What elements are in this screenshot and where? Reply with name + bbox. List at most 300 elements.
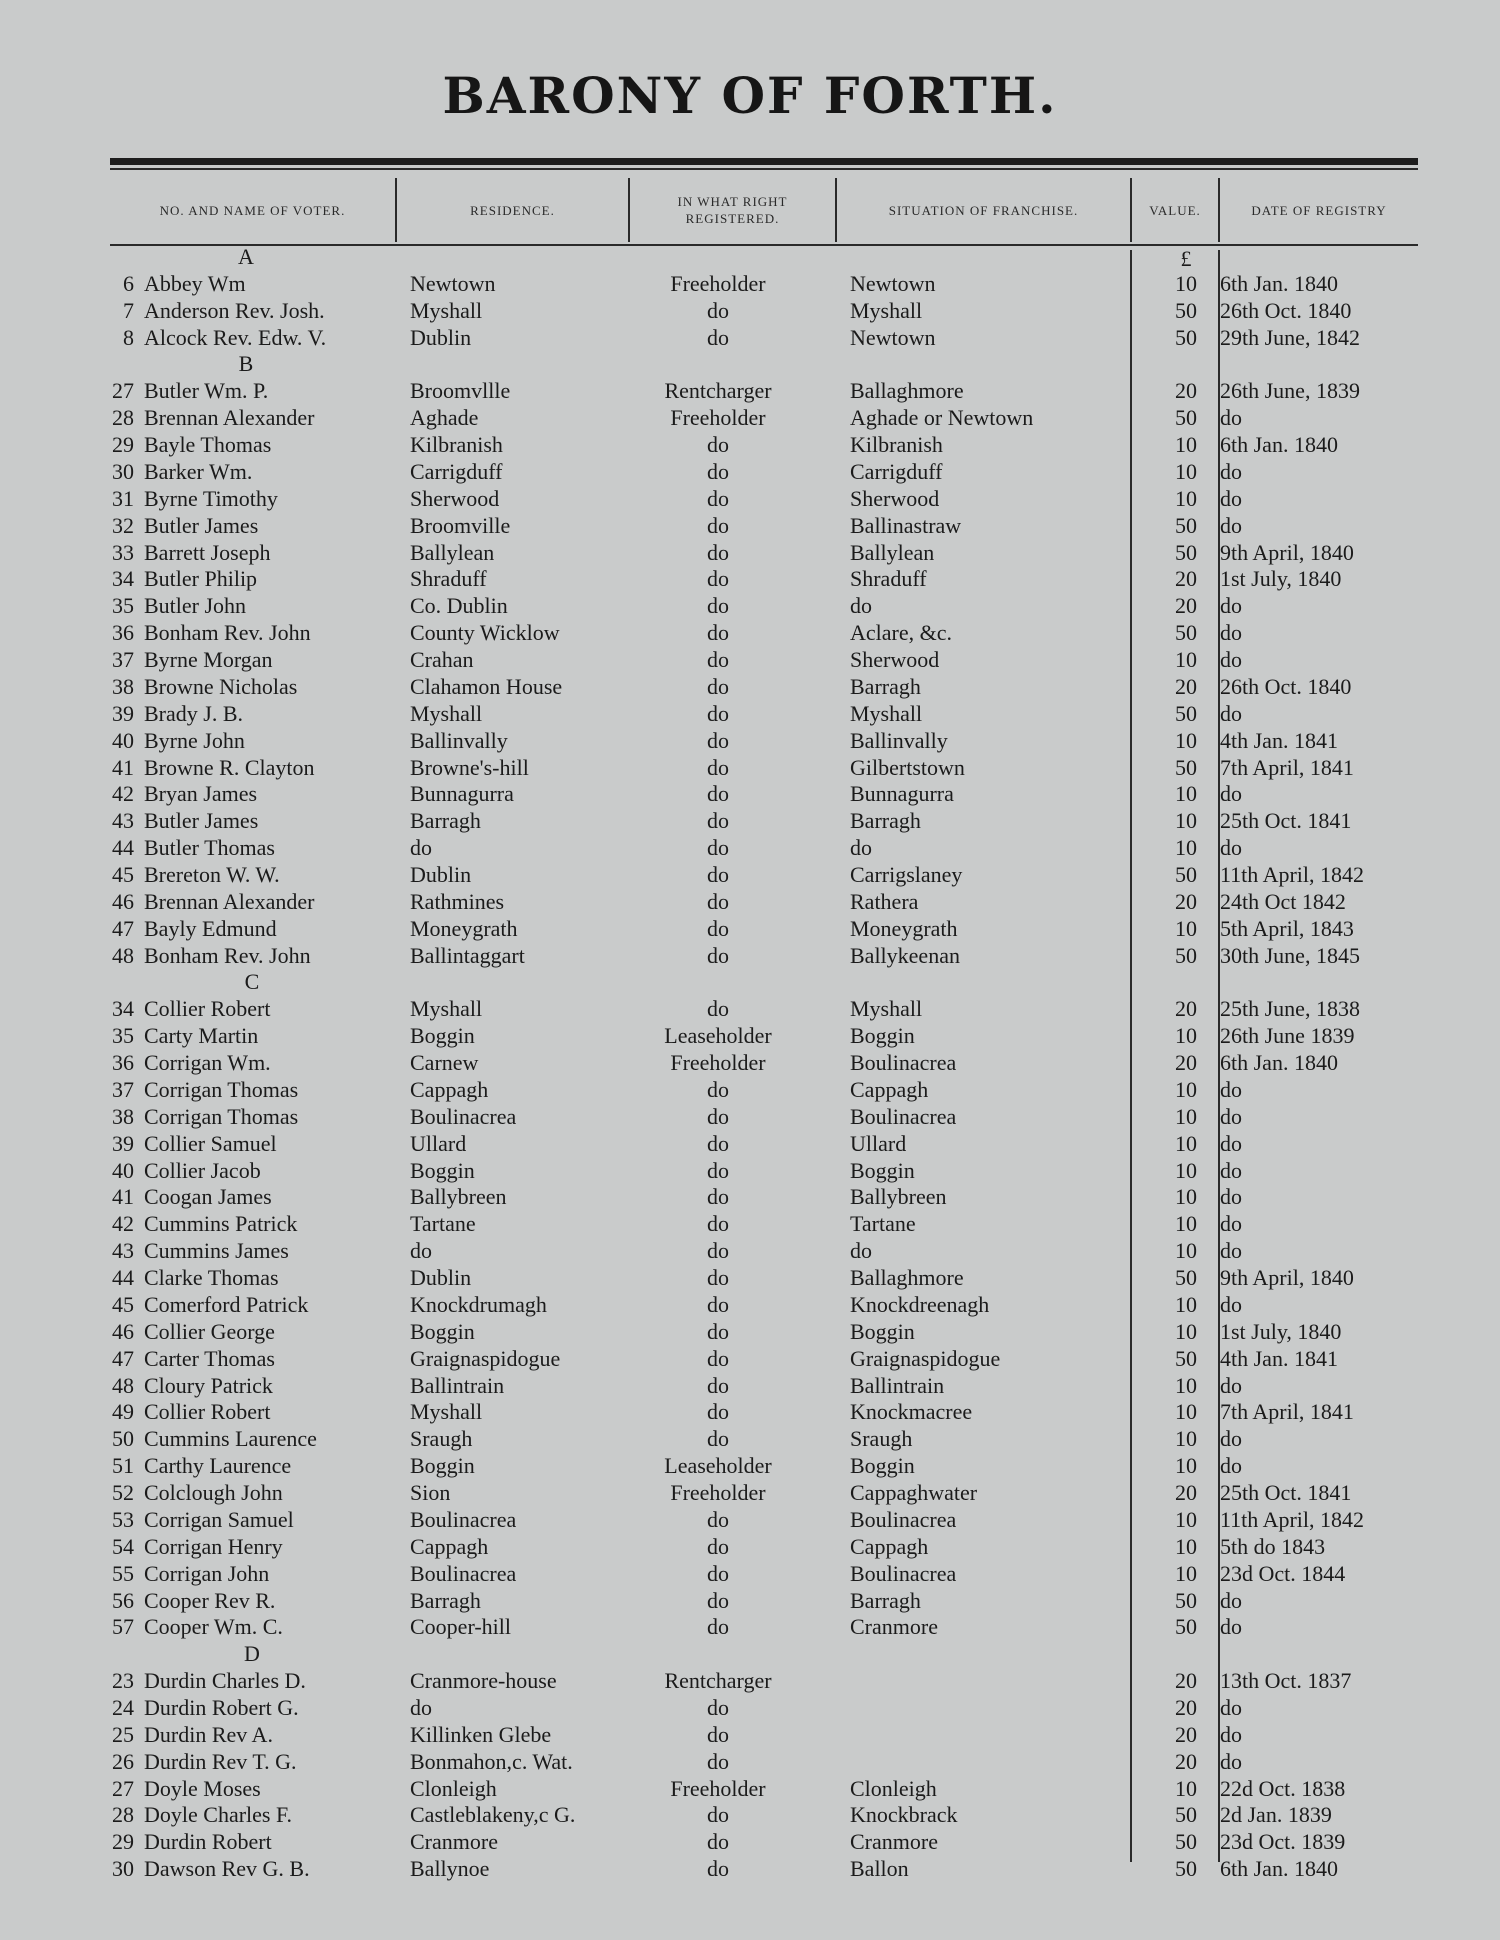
value: 50 (1175, 700, 1197, 726)
registered-right: do (707, 1076, 729, 1102)
franchise-situation: Tartane (850, 1211, 916, 1237)
registry-date: 13th Oct. 1837 (1220, 1668, 1352, 1694)
voter-number: 40 (112, 727, 134, 753)
franchise-situation: Boggin (850, 1453, 915, 1479)
registry-date: 23d Oct. 1844 (1220, 1560, 1346, 1586)
registry-date: 25th Oct. 1841 (1220, 1480, 1352, 1506)
value: 20 (1175, 1721, 1197, 1747)
voter-number: 47 (112, 1345, 134, 1371)
table-row (0, 1077, 1500, 1103)
voter-name: Durdin Rev A. (144, 1721, 273, 1747)
registry-date: 4th Jan. 1841 (1220, 727, 1338, 753)
registered-right: do (707, 1318, 729, 1344)
value: 50 (1175, 297, 1197, 323)
voter-number: 53 (112, 1506, 134, 1532)
table-row (0, 1238, 1500, 1264)
registered-right: do (707, 297, 729, 323)
residence: Boggin (410, 1453, 475, 1479)
voter-number: 51 (112, 1453, 134, 1479)
header-divider (835, 178, 837, 242)
value: 10 (1175, 1775, 1197, 1801)
franchise-situation: do (850, 1238, 872, 1264)
voter-number: 46 (112, 1318, 134, 1344)
value: 10 (1175, 1560, 1197, 1586)
registry-date: 25th June, 1838 (1220, 996, 1360, 1022)
voter-number: 41 (112, 754, 134, 780)
franchise-situation: Ullard (850, 1130, 907, 1156)
registry-date: do (1220, 1426, 1242, 1452)
voter-name: Collier Jacob (144, 1157, 261, 1183)
registered-right: Rentcharger (664, 378, 772, 404)
voter-number: 41 (112, 1184, 134, 1210)
residence: Cappagh (410, 1076, 489, 1102)
residence: Ballintrain (410, 1372, 505, 1398)
registered-right: do (707, 915, 729, 941)
table-row (0, 1588, 1500, 1614)
table-row (0, 1480, 1500, 1506)
value: 20 (1175, 673, 1197, 699)
franchise-situation: Knockdreenagh (850, 1291, 990, 1317)
voter-name: Brennan Alexander (144, 405, 315, 431)
registry-date: do (1220, 1076, 1242, 1102)
registry-date: do (1220, 781, 1242, 807)
table-row (0, 1023, 1500, 1049)
voter-name: Durdin Robert (144, 1829, 272, 1855)
residence: Cranmore-house (410, 1668, 557, 1694)
registry-date: 30th June, 1845 (1220, 942, 1360, 968)
voter-name: Bonham Rev. John (144, 942, 311, 968)
registry-date: do (1220, 835, 1242, 861)
value: 20 (1175, 1694, 1197, 1720)
registry-date: do (1220, 1238, 1242, 1264)
franchise-situation: Ballon (850, 1856, 909, 1882)
voter-name: Anderson Rev. Josh. (144, 297, 325, 323)
residence: Aghade (410, 405, 479, 431)
residence: Myshall (410, 297, 483, 323)
registry-date: 6th Jan. 1840 (1220, 1856, 1338, 1882)
franchise-situation: Barragh (850, 1587, 921, 1613)
voter-name: Bryan James (144, 781, 258, 807)
franchise-situation: Kilbranish (850, 432, 943, 458)
franchise-situation: Shraduff (850, 566, 927, 592)
table-row (0, 781, 1500, 807)
value: 10 (1175, 781, 1197, 807)
value: 10 (1175, 1426, 1197, 1452)
table-row (0, 916, 1500, 942)
voter-number: 29 (112, 1829, 134, 1855)
registered-right: Freeholder (670, 1775, 766, 1801)
registered-right: Leaseholder (664, 1023, 772, 1049)
residence: Ballinvally (410, 727, 508, 753)
voter-number: 56 (112, 1587, 134, 1613)
residence: Tartane (410, 1211, 476, 1237)
residence: do (410, 1238, 432, 1264)
voter-name: Cummins Laurence (144, 1426, 317, 1452)
value: 10 (1175, 835, 1197, 861)
franchise-situation: do (850, 593, 872, 619)
registry-date: 9th April, 1840 (1220, 1265, 1354, 1291)
table-row (0, 1184, 1500, 1210)
table-row (0, 1050, 1500, 1076)
voter-name: Cloury Patrick (144, 1372, 273, 1398)
voter-number: 24 (112, 1694, 134, 1720)
voter-name: Cummins Patrick (144, 1211, 298, 1237)
table-row (0, 513, 1500, 539)
table-row (0, 647, 1500, 673)
residence: Cappagh (410, 1533, 489, 1559)
residence: Sraugh (410, 1426, 473, 1452)
voter-name: Butler James (144, 512, 259, 538)
value: 50 (1175, 754, 1197, 780)
voter-name: Cooper Wm. C. (144, 1614, 283, 1640)
voter-name: Butler Philip (144, 566, 258, 592)
voter-number: 45 (112, 1291, 134, 1317)
value: 50 (1175, 942, 1197, 968)
franchise-situation: Ballinvally (850, 727, 948, 753)
voter-name: Barker Wm. (144, 458, 253, 484)
table-row (0, 1158, 1500, 1184)
registered-right: do (707, 862, 729, 887)
voter-name: Butler John (144, 593, 247, 619)
residence: Crahan (410, 647, 474, 673)
voter-number: 52 (112, 1480, 134, 1506)
table-row (0, 701, 1500, 727)
residence: Ballylean (410, 539, 495, 565)
table-row (0, 1292, 1500, 1318)
table-row (0, 674, 1500, 700)
franchise-situation: Cappaghwater (850, 1480, 978, 1506)
registered-right: do (707, 485, 729, 511)
registry-date: do (1220, 700, 1242, 726)
value: 10 (1175, 1157, 1197, 1183)
registry-date: 11th April, 1842 (1220, 862, 1365, 887)
franchise-situation: Boulinacrea (850, 1103, 957, 1129)
registered-right: do (707, 1345, 729, 1371)
franchise-situation: Boulinacrea (850, 1560, 957, 1586)
table-row (0, 271, 1500, 297)
registered-right: do (707, 1802, 729, 1828)
value: 10 (1175, 1238, 1197, 1264)
voter-number: 48 (112, 1372, 134, 1398)
table-row (0, 1426, 1500, 1452)
residence: Carrigduff (410, 458, 503, 484)
residence: Knockdrumagh (410, 1291, 547, 1317)
residence: Killinken Glebe (410, 1721, 552, 1747)
franchise-situation: Myshall (850, 297, 923, 323)
residence: Ullard (410, 1130, 467, 1156)
franchise-situation: do (850, 835, 872, 861)
residence: Newtown (410, 270, 496, 296)
residence: Boulinacrea (410, 1506, 517, 1532)
table-row (0, 1561, 1500, 1587)
table-row (0, 1802, 1500, 1828)
header-divider (395, 178, 397, 242)
table-row (0, 1319, 1500, 1345)
value: 10 (1175, 1453, 1197, 1479)
franchise-situation: Graignaspidogue (850, 1345, 1001, 1371)
registered-right: do (707, 1587, 729, 1613)
voter-name: Collier Robert (144, 1399, 271, 1425)
registry-date: 6th Jan. 1840 (1220, 432, 1338, 458)
voter-number: 7 (123, 297, 134, 323)
franchise-situation: Myshall (850, 996, 923, 1022)
registry-date: 5th do 1843 (1220, 1533, 1326, 1559)
voter-name: Corrigan Thomas (144, 1076, 299, 1102)
voter-number: 35 (112, 1023, 134, 1049)
voter-number: 33 (112, 539, 134, 565)
residence: Boulinacrea (410, 1103, 517, 1129)
voter-name: Butler Thomas (144, 835, 275, 861)
registry-date: 23d Oct. 1839 (1220, 1829, 1346, 1855)
residence: do (410, 1694, 432, 1720)
registered-right: do (707, 1372, 729, 1398)
voter-name: Byrne John (144, 727, 245, 753)
header-voter: NO. AND NAME OF VOTER. (159, 202, 346, 218)
registered-right: do (707, 835, 729, 861)
table-row (0, 889, 1500, 915)
value: 20 (1175, 566, 1197, 592)
value: 20 (1175, 378, 1197, 404)
registered-right: do (707, 727, 729, 753)
voter-name: Durdin Rev T. G. (144, 1748, 297, 1774)
registered-right: do (707, 808, 729, 834)
registered-right: Freeholder (670, 1050, 766, 1076)
voter-number: 27 (112, 378, 134, 404)
voter-number: 47 (112, 915, 134, 941)
voter-name: Collier Samuel (144, 1130, 277, 1156)
table-row (0, 1104, 1500, 1130)
section-letter: A (238, 244, 254, 269)
voter-name: Brady J. B. (144, 700, 243, 726)
residence: Castleblakeny,c G. (410, 1802, 576, 1828)
franchise-situation: Cranmore (850, 1829, 938, 1855)
table-row (0, 755, 1500, 781)
table-row (0, 378, 1500, 404)
header-situation: SITUATION OF FRANCHISE. (888, 202, 1079, 218)
registered-right: do (707, 324, 729, 350)
value: 10 (1175, 432, 1197, 458)
franchise-situation: Knockbrack (850, 1802, 958, 1828)
value: 10 (1175, 270, 1197, 296)
registered-right: do (707, 1184, 729, 1210)
registry-date: 4th Jan. 1841 (1220, 1345, 1338, 1371)
franchise-situation: Boggin (850, 1157, 915, 1183)
residence: Ballybreen (410, 1184, 507, 1210)
voter-name: Durdin Charles D. (144, 1668, 306, 1694)
section-letter: B (238, 351, 254, 377)
registry-date: do (1220, 485, 1242, 511)
franchise-situation: Sherwood (850, 485, 940, 511)
franchise-situation: Ballaghmore (850, 378, 964, 404)
voter-number: 55 (112, 1560, 134, 1586)
title-rule-thick (110, 158, 1418, 165)
registered-right: do (707, 512, 729, 538)
voter-number: 45 (112, 862, 134, 887)
value: 50 (1175, 1265, 1197, 1291)
table-row (0, 1668, 1500, 1694)
registered-right: do (707, 700, 729, 726)
franchise-situation: Gilbertstown (850, 754, 965, 780)
table-row (0, 593, 1500, 619)
registry-date: do (1220, 1453, 1242, 1479)
residence: Kilbranish (410, 432, 503, 458)
registered-right: do (707, 1829, 729, 1855)
registered-right: do (707, 1157, 729, 1183)
value: 20 (1175, 593, 1197, 619)
franchise-situation: Knockmacree (850, 1399, 973, 1425)
residence: Bonmahon,c. Wat. (410, 1748, 573, 1774)
value: 50 (1175, 1802, 1197, 1828)
table-row (0, 943, 1500, 969)
voter-name: Clarke Thomas (144, 1265, 279, 1291)
table-row (0, 1399, 1500, 1425)
registry-date: 22d Oct. 1838 (1220, 1775, 1346, 1801)
voter-name: Collier Robert (144, 996, 271, 1022)
registered-right: do (707, 620, 729, 646)
header-rule (110, 244, 1418, 246)
residence: Clahamon House (410, 673, 563, 699)
registered-right: do (707, 432, 729, 458)
franchise-situation: Cappagh (850, 1533, 929, 1559)
voter-number: 27 (112, 1775, 134, 1801)
voter-name: Corrigan Wm. (144, 1050, 271, 1076)
residence: Broomville (410, 512, 511, 538)
residence: Barragh (410, 808, 481, 834)
voter-number: 37 (112, 647, 134, 673)
table-row (0, 1695, 1500, 1721)
registry-date: 7th April, 1841 (1220, 1399, 1354, 1425)
franchise-situation: Rathera (850, 888, 919, 914)
page-title: BARONY OF FORTH. (442, 66, 1058, 125)
value: 10 (1175, 647, 1197, 673)
table-row (0, 1346, 1500, 1372)
franchise-situation: Boggin (850, 1318, 915, 1344)
residence: Carnew (410, 1050, 479, 1076)
voter-name: Carthy Laurence (144, 1453, 292, 1479)
voter-number: 42 (112, 781, 134, 807)
table-row (0, 1722, 1500, 1748)
franchise-situation: Carrigduff (850, 458, 943, 484)
table-row (0, 486, 1500, 512)
header-divider (1218, 178, 1220, 242)
residence: Clonleigh (410, 1775, 497, 1801)
value: 50 (1175, 1587, 1197, 1613)
value: 10 (1175, 1076, 1197, 1102)
currency-symbol: £ (1180, 246, 1192, 271)
voter-number: 28 (112, 1802, 134, 1828)
franchise-situation: Ballaghmore (850, 1265, 964, 1291)
voter-number: 35 (112, 593, 134, 619)
registry-date: 7th April, 1841 (1220, 754, 1354, 780)
registered-right: do (707, 1721, 729, 1747)
franchise-situation: Ballybreen (850, 1184, 947, 1210)
registry-date: 26th Oct. 1840 (1220, 673, 1352, 699)
table-row (0, 432, 1500, 458)
value: 10 (1175, 1291, 1197, 1317)
table-row (0, 1749, 1500, 1775)
registry-date: 25th Oct. 1841 (1220, 808, 1352, 834)
voter-number: 32 (112, 512, 134, 538)
voter-name: Abbey Wm (144, 270, 246, 296)
value: 20 (1175, 1668, 1197, 1694)
table-row (0, 728, 1500, 754)
franchise-situation: Newtown (850, 324, 936, 350)
voter-number: 50 (112, 1426, 134, 1452)
registered-right: do (707, 888, 729, 914)
registered-right: do (707, 539, 729, 565)
voter-number: 25 (112, 1721, 134, 1747)
voter-number: 44 (112, 1265, 134, 1291)
residence: do (410, 835, 432, 861)
voter-name: Durdin Robert G. (144, 1694, 299, 1720)
section-letter: C (244, 969, 260, 995)
value: 10 (1175, 915, 1197, 941)
registered-right: do (707, 996, 729, 1022)
value: 10 (1175, 1023, 1197, 1049)
voter-name: Byrne Timothy (144, 485, 278, 511)
voter-number: 43 (112, 808, 134, 834)
residence: Boggin (410, 1318, 475, 1344)
value: 20 (1175, 996, 1197, 1022)
registry-date: do (1220, 1721, 1242, 1747)
franchise-situation: Sherwood (850, 647, 940, 673)
franchise-situation: Boggin (850, 1023, 915, 1049)
value: 10 (1175, 485, 1197, 511)
voter-name: Carty Martin (144, 1023, 259, 1049)
voter-name: Barrett Joseph (144, 539, 271, 565)
voter-name: Carter Thomas (144, 1345, 275, 1371)
residence: Dublin (410, 324, 472, 350)
table-row (0, 1507, 1500, 1533)
registry-date: 9th April, 1840 (1220, 539, 1354, 565)
value: 10 (1175, 1372, 1197, 1398)
voter-name: Bayle Thomas (144, 432, 272, 458)
registry-date: do (1220, 1130, 1242, 1156)
residence: Shraduff (410, 566, 487, 592)
value: 50 (1175, 1856, 1197, 1882)
voter-number: 46 (112, 888, 134, 914)
residence: Dublin (410, 862, 472, 887)
registered-right: do (707, 1103, 729, 1129)
registry-date: do (1220, 1157, 1242, 1183)
voter-name: Browne Nicholas (144, 673, 298, 699)
voter-name: Bayly Edmund (144, 915, 277, 941)
voter-number: 48 (112, 942, 134, 968)
voter-number: 34 (112, 996, 134, 1022)
voter-name: Alcock Rev. Edw. V. (144, 324, 327, 350)
registered-right: do (707, 458, 729, 484)
franchise-situation: Moneygrath (850, 915, 958, 941)
value: 10 (1175, 1184, 1197, 1210)
voter-name: Colclough John (144, 1480, 283, 1506)
registry-date: do (1220, 1372, 1242, 1398)
voter-number: 30 (112, 458, 134, 484)
registered-right: do (707, 1506, 729, 1532)
registered-right: do (707, 1399, 729, 1425)
franchise-situation: Ballykeenan (850, 942, 960, 968)
header-date: DATE OF REGISTRY (1251, 202, 1387, 218)
table-row (0, 1373, 1500, 1399)
table-row (0, 862, 1500, 888)
registry-date: do (1220, 458, 1242, 484)
voter-name: Brennan Alexander (144, 888, 315, 914)
franchise-situation: Myshall (850, 700, 923, 726)
franchise-situation: Aclare, &c. (850, 620, 952, 646)
header-value: VALUE. (1149, 202, 1201, 218)
voter-number: 39 (112, 1130, 134, 1156)
residence: Myshall (410, 700, 483, 726)
voter-name: Butler James (144, 808, 259, 834)
